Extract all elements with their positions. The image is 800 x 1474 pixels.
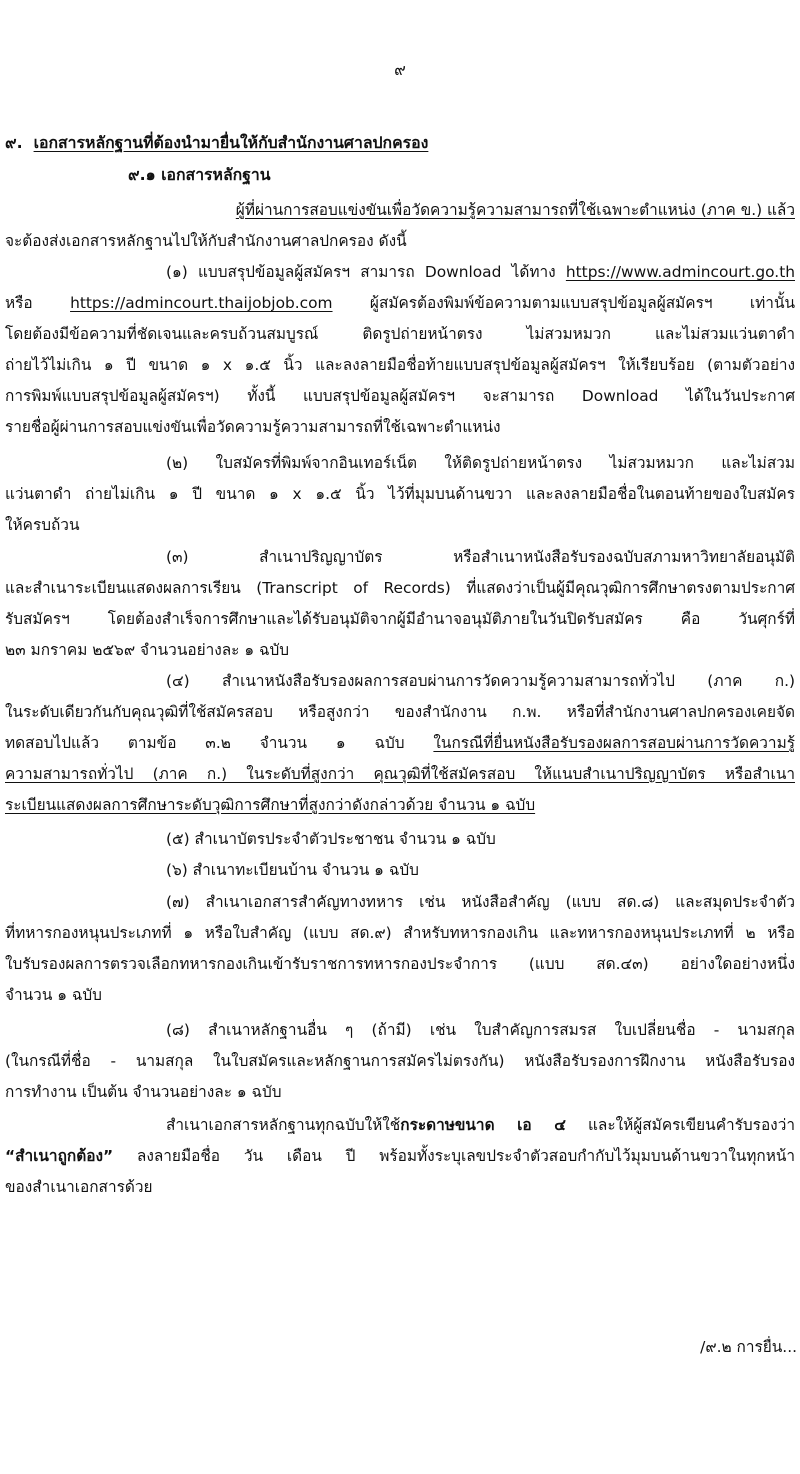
item-3-line-2: และสำเนาระเบียนแสดงผลการเรียน (Transcript of Records) ที่แสดงว่าเป็นผู้มีคุณวุฒิการศึกษาตรงตามประกาศ <box>5 579 795 597</box>
section-heading <box>5 130 428 156</box>
item-7-line-3: ใบรับรองผลการตรวจเลือกทหารกองเกินเข้ารับราชการทหารกองประจำการ (แบบ สด.๔๓) อย่างใดอย่างหนึ่ง <box>5 955 795 973</box>
item-3-line-3: รับสมัครฯ โดยต้องสำเร็จการศึกษาและได้รับอนุมัติจากผู้มีอำนาจอนุมัติภายในวันปิดรับสมัคร คือ วันศุกร์ที่ <box>5 610 795 628</box>
subsection-heading: ๙.๑ เอกสารหลักฐาน <box>128 165 271 184</box>
item-1-line-6: รายชื่อผู้ผ่านการสอบแข่งขันเพื่อวัดความรู้ความสามารถที่ใช้เฉพาะตำแหน่ง <box>5 418 501 436</box>
continuation-note: /๙.๒ การยื่น... <box>700 1338 797 1356</box>
thaijobjob-link[interactable]: https://admincourt.thaijobjob.com <box>70 294 333 312</box>
item-1-line-2: หรือ https://admincourt.thaijobjob.com ผู้สมัครต้องพิมพ์ข้อความตามแบบสรุปข้อมูลผู้สมัครฯ เท่านั้น <box>5 294 795 312</box>
item-3-line-1: (๓) สำเนาปริญญาบัตร หรือสำเนาหนังสือรับรองฉบับสภามหาวิทยาลัยอนุมัติ <box>166 548 795 566</box>
item-8-line-2: (ในกรณีที่ชื่อ - นามสกุล ในใบสมัครและหลักฐานการสมัครไม่ตรงกัน) หนังสือรับรองการฝึกงาน หนังสือรับรอง <box>5 1052 795 1070</box>
closing-line-2: “สำเนาถูกต้อง” ลงลายมือชื่อ วัน เดือน ปี พร้อมทั้งระบุเลขประจำตัวสอบกำกับไว้มุมบนด้านขวาในทุกหน้า <box>5 1147 795 1165</box>
page-number: ๙ <box>394 60 406 79</box>
section-number: ๙. <box>5 133 23 152</box>
item-7-line-4: จำนวน ๑ ฉบับ <box>5 986 102 1004</box>
closing-line-1: สำเนาเอกสารหลักฐานทุกฉบับให้ใช้กระดาษขนาด เอ ๔ และให้ผู้สมัครเขียนคำรับรองว่า <box>166 1116 795 1134</box>
item-4-line-5: ระเบียนแสดงผลการศึกษาระดับวุฒิการศึกษาที่สูงกว่าดังกล่าวด้วย จำนวน ๑ ฉบับ <box>5 796 536 814</box>
admincourt-link[interactable]: https://www.admincourt.go.th <box>565 263 795 281</box>
item-1-line-3: โดยต้องมีข้อความที่ชัดเจนและครบถ้วนสมบูรณ์ ติดรูปถ่ายหน้าตรง ไม่สวมหมวก และไม่สวมแว่นตาดำ <box>5 325 795 343</box>
item-4-line-3: ทดสอบไปแล้ว ตามข้อ ๓.๒ จำนวน ๑ ฉบับ ในกรณีที่ยื่นหนังสือรับรองผลการสอบผ่านการวัดความรู้ <box>5 734 795 752</box>
item-3-line-4: ๒๓ มกราคม ๒๕๖๙ จำนวนอย่างละ ๑ ฉบับ <box>5 641 290 659</box>
item-1-line-5: การพิมพ์แบบสรุปข้อมูลผู้สมัครฯ) ทั้งนี้ แบบสรุปข้อมูลผู้สมัครฯ จะสามารถ Download ได้ในวันประกาศ <box>5 387 795 405</box>
item-6: (๖) สำเนาทะเบียนบ้าน จำนวน ๑ ฉบับ <box>166 861 419 879</box>
item-2-line-3: ให้ครบถ้วน <box>5 516 80 534</box>
item-2-line-2: แว่นตาดำ ถ่ายไม่เกิน ๑ ปี ขนาด ๑ x ๑.๕ นิ้ว ไว้ที่มุมบนด้านขวา และลงลายมือชื่อในตอนท้ายของใบสมัคร <box>5 485 795 503</box>
item-5: (๕) สำเนาบัตรประจำตัวประชาชน จำนวน ๑ ฉบับ <box>166 830 496 848</box>
section-title: เอกสารหลักฐานที่ต้องนำมายื่นให้กับสำนักงานศาลปกครอง <box>33 133 429 152</box>
item-2-line-1: (๒) ใบสมัครที่พิมพ์จากอินเทอร์เน็ต ให้ติดรูปถ่ายหน้าตรง ไม่สวมหมวก และไม่สวม <box>166 454 795 472</box>
item-4-line-2: ในระดับเดียวกันกับคุณวุฒิที่ใช้สมัครสอบ หรือสูงกว่า ของสำนักงาน ก.พ. หรือที่สำนักงานศาลปกครองเคยจัด <box>5 703 795 721</box>
intro-line-2: จะต้องส่งเอกสารหลักฐานไปให้กับสำนักงานศาลปกครอง ดังนี้ <box>5 232 407 250</box>
item-4-line-1: (๔) สำเนาหนังสือรับรองผลการสอบผ่านการวัดความรู้ความสามารถทั่วไป (ภาค ก.) <box>166 672 795 690</box>
item-1-line-1: (๑) แบบสรุปข้อมูลผู้สมัครฯ สามารถ Download ได้ทาง https://www.admincourt.go.th <box>166 263 795 281</box>
item-7-line-2: ที่ทหารกองหนุนประเภทที่ ๑ หรือใบสำคัญ (แบบ สด.๙) สำหรับทหารกองเกิน และทหารกองหนุนประเภทที่ ๒ หรือ <box>5 924 795 942</box>
item-1-line-4: ถ่ายไว้ไม่เกิน ๑ ปี ขนาด ๑ x ๑.๕ นิ้ว และลงลายมือชื่อท้ายแบบสรุปข้อมูลผู้สมัครฯ ให้เรียบร้อย (ตามตัวอย่าง <box>5 356 795 374</box>
item-4-line-4: ความสามารถทั่วไป (ภาค ก.) ในระดับที่สูงกว่า คุณวุฒิที่ใช้สมัครสอบ ให้แนบสำเนาปริญญาบัตร หรือสำเนา <box>5 765 795 783</box>
closing-line-3: ของสำเนาเอกสารด้วย <box>5 1178 153 1196</box>
item-7-line-1: (๗) สำเนาเอกสารสำคัญทางทหาร เช่น หนังสือสำคัญ (แบบ สด.๘) และสมุดประจำตัว <box>166 893 795 911</box>
intro-line-1: ผู้ที่ผ่านการสอบแข่งขันเพื่อวัดความรู้ความสามารถที่ใช้เฉพาะตำแหน่ง (ภาค ข.) แล้ว <box>235 201 795 219</box>
item-8-line-1: (๘) สำเนาหลักฐานอื่น ๆ (ถ้ามี) เช่น ใบสำคัญการสมรส ใบเปลี่ยนชื่อ - นามสกุล <box>166 1021 795 1039</box>
item-8-line-3: การทำงาน เป็นต้น จำนวนอย่างละ ๑ ฉบับ <box>5 1083 282 1101</box>
